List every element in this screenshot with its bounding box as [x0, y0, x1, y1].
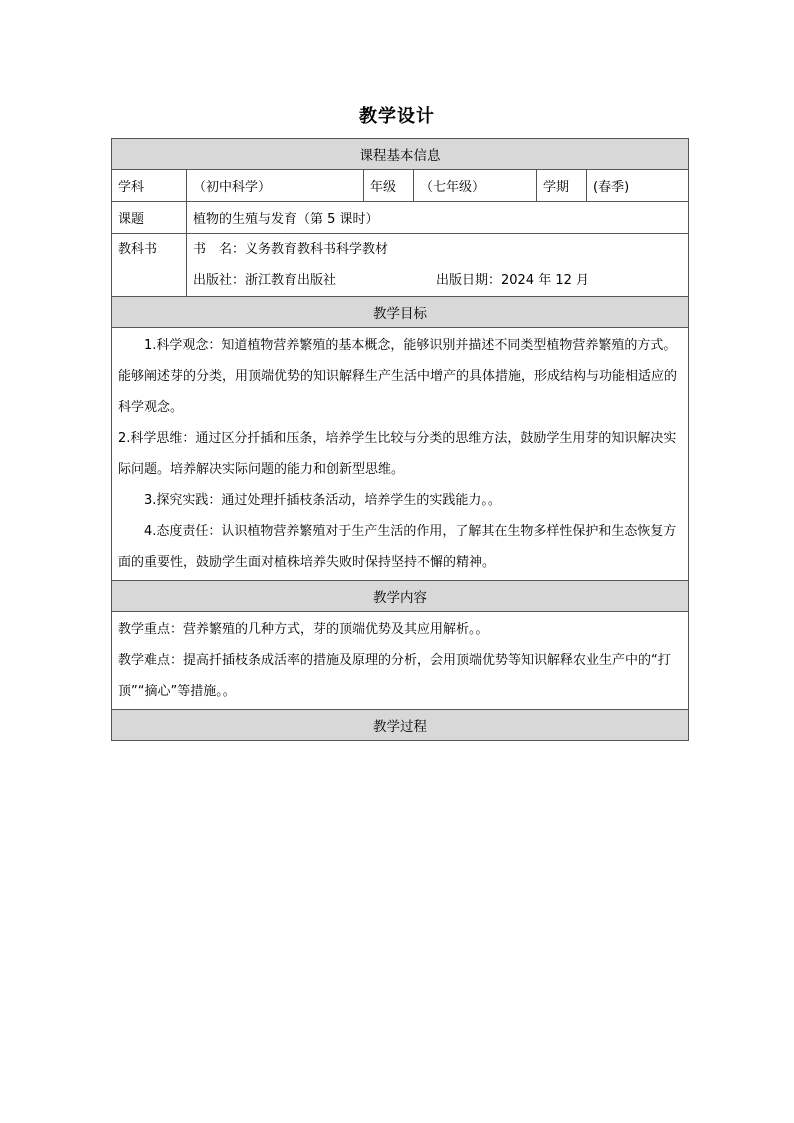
topic-value: 植物的生殖与发育（第 5 课时） [187, 202, 689, 234]
textbook-label [112, 234, 187, 297]
subject-value: （初中科学） [187, 170, 364, 202]
objective-item: 2.科学思维：通过区分扦插和压条，培养学生比较与分类的思维方法，鼓励学生用芽的知识解决实际问题。培养解决实际问题的能力和创新型思维。 [118, 431, 677, 477]
textbook-details [187, 234, 689, 297]
objective-item: 4.态度责任：认识植物营养繁殖对于生产生活的作用，了解其在生物多样性保护和生态恢复方面的重要性，鼓励学生面对植株培养失败时保持坚持不懈的精神。 [118, 524, 677, 570]
content-cell [112, 612, 689, 710]
grade-value: （七年级） [414, 170, 537, 202]
objectives-row [112, 328, 689, 581]
page-title: 教学设计 [359, 106, 435, 127]
term-value: (春季) [587, 170, 689, 202]
section-header-objectives [112, 297, 689, 328]
objectives-cell [112, 328, 689, 581]
lesson-plan-table [111, 138, 689, 741]
book-name: 书 名：义务教育教科书科学教材 [193, 242, 389, 257]
key-points: 教学重点：营养繁殖的几种方式，芽的顶端优势及其应用解析。。 [118, 622, 489, 637]
topic-label: 课题 [112, 202, 187, 234]
publication-date: 出版日期：2024 年 12 月 [436, 273, 590, 288]
section-header-process [112, 710, 689, 741]
grade-label: 年级 [364, 170, 414, 202]
section-title-content: 教学内容 [112, 581, 689, 612]
content-row [112, 612, 689, 710]
difficulties: 教学难点：提高扦插枝条成活率的措施及原理的分析，会用顶端优势等知识解释农业生产中的“打顶”“摘心”等措施。。 [118, 653, 671, 699]
section-title-process: 教学过程 [112, 710, 689, 741]
section-header-content [112, 581, 689, 612]
info-row-topic [112, 202, 689, 234]
section-header-basic-info [112, 139, 689, 170]
info-row-textbook [112, 234, 689, 297]
publisher-line [193, 265, 682, 296]
info-row-subject [112, 170, 689, 202]
textbook-label-text: 教科书 [118, 242, 158, 257]
section-title-objectives: 教学目标 [112, 297, 689, 328]
publisher: 出版社：浙江教育出版社 [193, 273, 337, 288]
objective-item: 3.探究实践：通过处理扦插枝条活动，培养学生的实践能力。。 [144, 493, 501, 508]
section-title-basic-info: 课程基本信息 [112, 139, 689, 170]
objective-item: 1.科学观念：知道植物营养繁殖的基本概念，能够识别并描述不同类型植物营养繁殖的方式。能够阐述芽的分类，用顶端优势的知识解释生产生活中增产的具体措施，形成结构与功能相适应的科学观念。 [118, 338, 678, 415]
term-label: 学期 [537, 170, 587, 202]
subject-label: 学科 [112, 170, 187, 202]
